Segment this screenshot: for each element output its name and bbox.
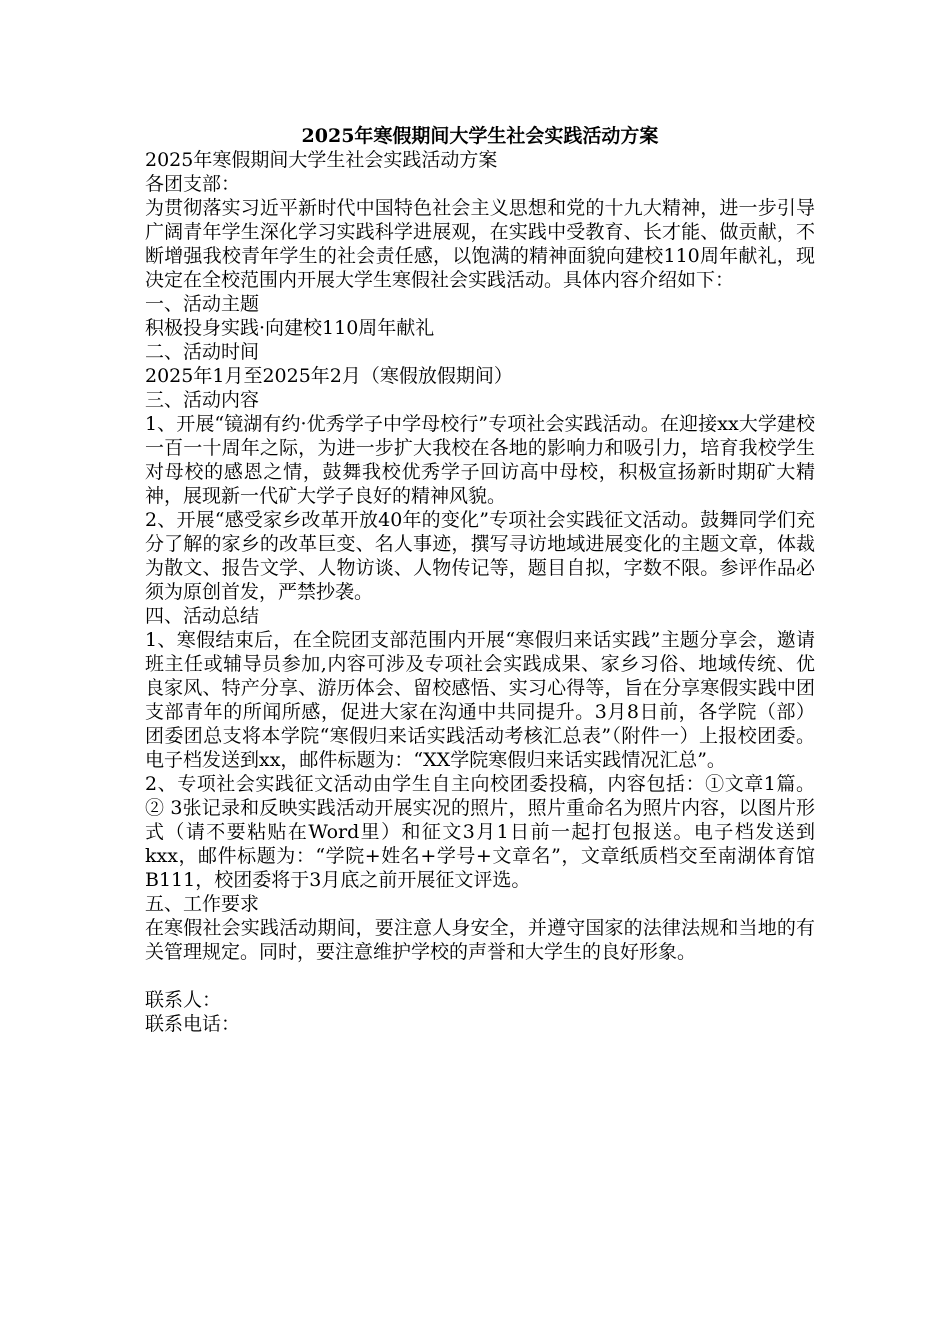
- blank-line: [145, 964, 815, 988]
- section-heading-content: 三、活动内容: [145, 389, 260, 411]
- content-item-2: 2、开展“感受家乡改革开放40年的变化”专项社会实践征文活动。鼓舞同学们充分了解的家乡的改革巨变、名人事迹，撰写寻访地域进展变化的主题文章，体裁为散文、报告文学、人物访谈、人物传记等，题目自拟，字数不限。参评作品必须为原创首发，严禁抄袭。: [145, 509, 815, 603]
- summary-item-1: 1、寒假结束后，在全院团支部范围内开展“寒假归来话实践”主题分享会，邀请班主任或辅导员参加,内容可涉及专项社会实践成果、家乡习俗、地域传统、优良家风、特产分享、游历体会、留校感悟、实习心得等，旨在分享寒假实践中团支部青年的所闻所感，促进大家在沟通中共同提升。3月8日前，各学院（部）团委团总支将本学院“寒假归来话实践活动考核汇总表”（附件一）上报校团委。电子档发送到xx，邮件标题为：“XX学院寒假归来话实践情况汇总”。: [145, 629, 815, 771]
- contact-phone: 联系电话：: [145, 1013, 241, 1035]
- content-item-1: 1、开展“镜湖有约·优秀学子中学母校行”专项社会实践活动。在迎接xx大学建校一百一十周年之际，为进一步扩大我校在各地的影响力和吸引力，培育我校学生对母校的感恩之情，鼓舞我校优秀学子回访高中母校，积极宣扬新时期矿大精神，展现新一代矿大学子良好的精神风貌。: [145, 413, 815, 507]
- document-subtitle: 2025年寒假期间大学生社会实践活动方案: [145, 149, 498, 171]
- document-title: 2025年寒假期间大学生社会实践活动方案: [301, 125, 659, 147]
- intro-paragraph: 为贯彻落实习近平新时代中国特色社会主义思想和党的十九大精神，进一步引导广阔青年学生深化学习实践科学进展观，在实践中受教育、长才能、做贡献，不断增强我校青年学生的社会责任感，以饱满的精神面貌向建校110周年献礼，现决定在全校范围内开展大学生寒假社会实践活动。具体内容介绍如下：: [145, 197, 815, 291]
- summary-item-2: 2、专项社会实践征文活动由学生自主向校团委投稿，内容包括：①文章1篇。② 3张记录和反映实践活动开展实况的照片，照片重命名为照片内容，以图片形式（请不要粘贴在Word里）和征文3月1日前一起打包报送。电子档发送到kxx，邮件标题为：“学院+姓名+学号+文章名”，文章纸质档交至南湖体育馆B111，校团委将于3月底之前开展征文评选。: [145, 773, 815, 891]
- salutation: 各团支部：: [145, 173, 241, 195]
- contact-person: 联系人：: [145, 989, 222, 1011]
- section-heading-summary: 四、活动总结: [145, 605, 260, 627]
- requirements-body: 在寒假社会实践活动期间，要注意人身安全，并遵守国家的法律法规和当地的有关管理规定。同时，要注意维护学校的声誉和大学生的良好形象。: [145, 917, 815, 963]
- section-heading-theme: 一、活动主题: [145, 293, 260, 315]
- document-page: [145, 124, 815, 1036]
- section-body-time: 2025年1月至2025年2月（寒假放假期间）: [145, 365, 513, 387]
- section-heading-time: 二、活动时间: [145, 341, 260, 363]
- section-heading-requirements: 五、工作要求: [145, 893, 260, 915]
- section-body-theme: 积极投身实践·向建校110周年献礼: [145, 317, 435, 339]
